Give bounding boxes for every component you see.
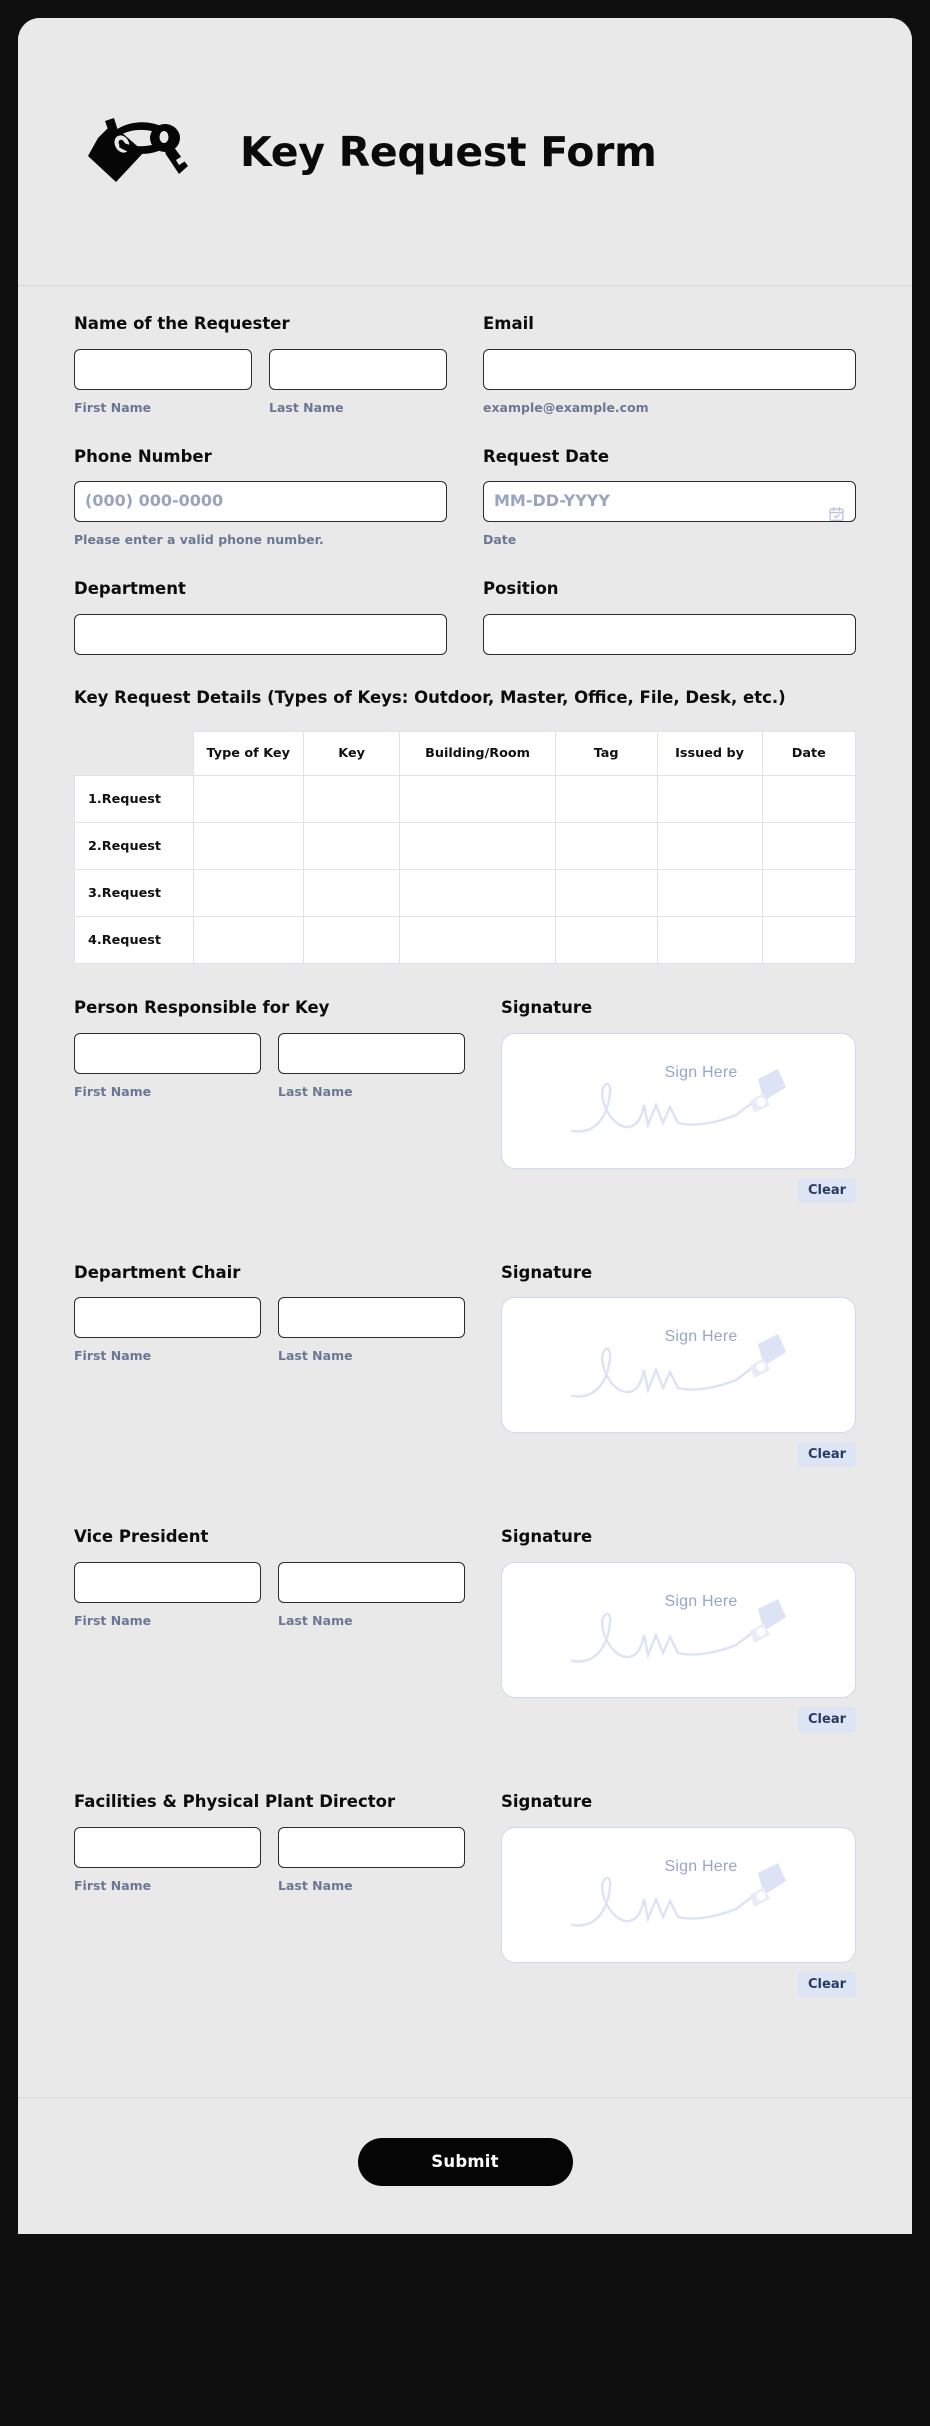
clear-signature-button-facilities-director[interactable]: Clear	[798, 1972, 856, 1997]
department-chair-first-unit	[74, 1297, 261, 1363]
facilities-director-first-unit	[74, 1827, 261, 1893]
key-cell-3-date[interactable]	[762, 870, 855, 917]
page-title: Key Request Form	[240, 127, 657, 176]
person-responsible-last-sub-label: Last Name	[278, 1083, 353, 1099]
email-label: Email	[483, 314, 534, 333]
key-table-col-building-room: Building/Room	[400, 732, 555, 776]
department-chair-last-sub-label: Last Name	[278, 1348, 353, 1364]
request-date-unit	[483, 481, 856, 547]
vice-president-last-unit	[278, 1562, 465, 1628]
facilities-director-name-group	[74, 1792, 465, 1997]
key-table-corner-cell	[75, 732, 194, 776]
key-cell-4-building[interactable]	[400, 917, 555, 964]
sign-here-hint: Sign Here	[664, 1063, 738, 1081]
key-cell-4-issued[interactable]	[657, 917, 762, 964]
key-cell-3-key[interactable]	[303, 870, 400, 917]
key-cell-3-building[interactable]	[400, 870, 555, 917]
signature-pad-department-chair[interactable]	[501, 1297, 856, 1433]
signature-section-vice-president	[74, 1527, 856, 1732]
key-cell-2-date[interactable]	[762, 823, 855, 870]
signature-section-facilities-director	[74, 1792, 856, 1997]
key-cell-1-date[interactable]	[762, 776, 855, 823]
sign-here-hint: Sign Here	[664, 1328, 738, 1346]
person-responsible-label: Person Responsible for Key	[74, 998, 330, 1018]
row-department-position	[74, 579, 856, 655]
facilities-director-label: Facilities & Physical Plant Director	[74, 1792, 396, 1812]
submit-button[interactable]: Submit	[358, 2138, 573, 2186]
requester-last-sub-label: Last Name	[269, 399, 344, 415]
key-request-details-block	[74, 687, 856, 964]
vice-president-first-sub-label: First Name	[74, 1613, 152, 1629]
email-sub-label: example@example.com	[483, 399, 649, 415]
department-chair-first-sub-label: First Name	[74, 1348, 152, 1364]
department-chair-first-name-input[interactable]	[74, 1297, 261, 1338]
key-table-heading: Key Request Details (Types of Keys: Outdoor, Master, Office, File, Desk, etc.)	[74, 687, 786, 707]
person-responsible-name-pair	[74, 1033, 465, 1099]
field-group-request-date	[483, 447, 856, 548]
table-row	[75, 776, 856, 823]
position-label: Position	[483, 579, 559, 599]
sign-here-hint: Sign Here	[664, 1857, 738, 1875]
person-responsible-first-sub-label: First Name	[74, 1083, 152, 1099]
request-date-input[interactable]	[483, 481, 856, 522]
vice-president-last-name-input[interactable]	[278, 1562, 465, 1603]
department-chair-last-unit	[278, 1297, 465, 1363]
key-cell-1-key[interactable]	[303, 776, 400, 823]
person-responsible-last-name-input[interactable]	[278, 1033, 465, 1074]
key-table-row-label-4: 4.Request	[75, 917, 194, 964]
key-cell-1-tag[interactable]	[555, 776, 657, 823]
key-cell-3-issued[interactable]	[657, 870, 762, 917]
requester-last-unit	[269, 349, 447, 415]
vice-president-last-sub-label: Last Name	[278, 1613, 353, 1629]
person-responsible-signature-label: Signature	[501, 998, 593, 1018]
facilities-director-last-sub-label: Last Name	[278, 1877, 353, 1893]
key-table-col-key: Key	[303, 732, 400, 776]
field-group-department	[74, 579, 447, 655]
key-cell-1-type[interactable]	[193, 776, 303, 823]
email-input[interactable]	[483, 349, 856, 390]
key-cell-2-tag[interactable]	[555, 823, 657, 870]
key-table-header-row	[75, 732, 856, 776]
requester-first-unit	[74, 349, 252, 415]
department-chair-name-group	[74, 1263, 465, 1468]
key-cell-4-date[interactable]	[762, 917, 855, 964]
clear-signature-button-vice-president[interactable]: Clear	[798, 1707, 856, 1732]
sign-here-hint: Sign Here	[664, 1593, 738, 1611]
key-table-row-label-1: 1.Request	[75, 776, 194, 823]
phone-label: Phone Number	[74, 446, 212, 466]
key-cell-4-key[interactable]	[303, 917, 400, 964]
department-chair-signature-group	[501, 1263, 856, 1468]
key-cell-4-tag[interactable]	[555, 917, 657, 964]
vice-president-name-pair	[74, 1562, 465, 1628]
field-group-email	[483, 314, 856, 415]
key-table-head	[75, 732, 856, 776]
signature-pad-vice-president[interactable]	[501, 1562, 856, 1698]
requester-label: Name of the Requester	[74, 314, 290, 333]
key-cell-1-issued[interactable]	[657, 776, 762, 823]
field-group-position	[483, 579, 856, 655]
department-chair-label: Department Chair	[74, 1262, 241, 1282]
person-responsible-signature-group	[501, 998, 856, 1203]
key-table-row-label-2: 2.Request	[75, 823, 194, 870]
key-table-col-tag: Tag	[555, 732, 657, 776]
key-cell-3-tag[interactable]	[555, 870, 657, 917]
person-responsible-last-unit	[278, 1033, 465, 1099]
clear-signature-button-department-chair[interactable]: Clear	[798, 1442, 856, 1467]
facilities-director-signature-label: Signature	[501, 1792, 593, 1812]
vice-president-signature-group	[501, 1527, 856, 1732]
phone-sub-label: Please enter a valid phone number.	[74, 532, 324, 548]
phone-input[interactable]	[74, 481, 447, 522]
email-unit	[483, 349, 856, 415]
requester-name-pair	[74, 349, 447, 415]
signature-pad-person-responsible[interactable]	[501, 1033, 856, 1169]
person-responsible-first-name-input[interactable]	[74, 1033, 261, 1074]
facilities-director-last-unit	[278, 1827, 465, 1893]
position-input[interactable]	[483, 614, 856, 655]
key-table-col-date: Date	[762, 732, 855, 776]
vice-president-signature-label: Signature	[501, 1527, 593, 1547]
requester-first-name-input[interactable]	[74, 349, 252, 390]
vice-president-name-group	[74, 1527, 465, 1732]
department-input[interactable]	[74, 614, 447, 655]
row-requester-email	[74, 314, 856, 415]
facilities-director-first-name-input[interactable]	[74, 1827, 261, 1868]
key-table-col-issued-by: Issued by	[657, 732, 762, 776]
field-group-requester	[74, 314, 447, 415]
keys-with-tag-icon	[74, 107, 194, 197]
key-cell-2-key[interactable]	[303, 823, 400, 870]
department-chair-signature-label: Signature	[501, 1262, 593, 1282]
key-table-row-label-3: 3.Request	[75, 870, 194, 917]
facilities-director-last-name-input[interactable]	[278, 1827, 465, 1868]
key-cell-4-type[interactable]	[193, 917, 303, 964]
requester-last-name-input[interactable]	[269, 349, 447, 390]
clear-signature-button-person-responsible[interactable]: Clear	[798, 1178, 856, 1203]
table-row	[75, 823, 856, 870]
request-date-label: Request Date	[483, 446, 610, 466]
department-chair-name-pair	[74, 1297, 465, 1363]
department-chair-last-name-input[interactable]	[278, 1297, 465, 1338]
person-responsible-name-group	[74, 998, 465, 1203]
person-responsible-first-unit	[74, 1033, 261, 1099]
table-row	[75, 917, 856, 964]
signature-pad-facilities-director[interactable]	[501, 1827, 856, 1963]
form-header	[18, 18, 912, 286]
department-label: Department	[74, 579, 186, 599]
vice-president-label: Vice President	[74, 1527, 209, 1547]
field-group-phone	[74, 447, 447, 548]
key-cell-3-type[interactable]	[193, 870, 303, 917]
requester-first-sub-label: First Name	[74, 399, 152, 415]
key-table-body	[75, 776, 856, 964]
signature-section-department-chair	[74, 1263, 856, 1468]
vice-president-first-name-input[interactable]	[74, 1562, 261, 1603]
facilities-director-first-sub-label: First Name	[74, 1877, 152, 1893]
key-cell-2-building[interactable]	[400, 823, 555, 870]
key-request-table	[74, 731, 856, 964]
form-body	[18, 286, 912, 2097]
vice-president-first-unit	[74, 1562, 261, 1628]
signature-section-person-responsible	[74, 998, 856, 1203]
phone-unit	[74, 481, 447, 547]
facilities-director-name-pair	[74, 1827, 465, 1893]
table-row	[75, 870, 856, 917]
form-footer	[18, 2097, 912, 2234]
key-table-col-type-of-key: Type of Key	[193, 732, 303, 776]
facilities-director-signature-group	[501, 1792, 856, 1997]
key-request-form-card	[18, 18, 912, 2234]
request-date-sub-label: Date	[483, 532, 517, 548]
key-cell-2-type[interactable]	[193, 823, 303, 870]
row-phone-date	[74, 447, 856, 548]
key-cell-2-issued[interactable]	[657, 823, 762, 870]
key-cell-1-building[interactable]	[400, 776, 555, 823]
